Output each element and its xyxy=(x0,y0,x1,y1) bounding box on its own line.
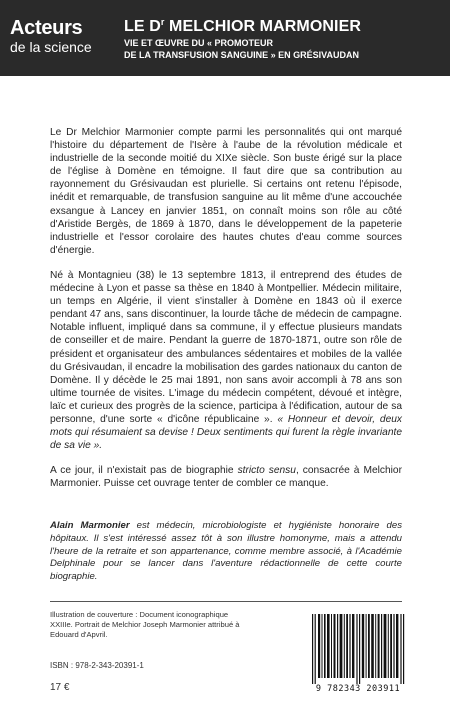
subtitle-line2: DE LA TRANSFUSION SANGUINE » EN GRÉSIVAUDAN xyxy=(124,49,360,60)
series-name-line1: Acteurs xyxy=(10,17,83,39)
footer-divider xyxy=(50,601,402,602)
blurb-text xyxy=(50,126,402,490)
paragraph-3-italic: stricto sensu xyxy=(237,465,296,477)
paragraph-2-text: Né à Montagnieu (38) le 13 septembre 1813, il entreprend des études de médecine à Lyon et passe sa thèse en 1840 à Montpellier. Médecin militaire, un temps en Algérie, il vient s'installer à Domène en 1843 où il exerce pendant 47 ans, sans discontinuer, la lourde tâche de médecin de campagne. Notable influent, impliqué dans sa commune, il y effectue plusieurs mandats de conseiller et de maire. Pendant la guerre de 1870-1871, outre son rôle de président et organisateur des ambulances sédentaires et mobiles de la vallée du Grésivaudan, il encadre la mobilisation des gardes nationaux du canton de Domène. Il y décède le 25 mai 1891, non sans avoir accompli à 78 ans son ultime tournée de visites. L'image du médecin compétent, dévoué et intègre, laïc et curieux des progrès de la science, participa à l'édification, autour de sa personne, d'une sorte « d'icône républicaine ». xyxy=(50,269,402,425)
author-name: Alain Marmonier xyxy=(50,520,130,531)
book-subtitle xyxy=(124,38,444,61)
price: 17 € xyxy=(50,682,70,693)
series-name-line2: de la science xyxy=(10,39,92,55)
book-title xyxy=(124,13,444,36)
barcode-bars xyxy=(306,614,410,684)
title-superscript: r xyxy=(160,17,165,27)
title-prefix: LE D xyxy=(124,18,161,35)
motto-quote: « Honneur et devoir, deux mots qui résumaient sa devise ! Deux sentiments qui furent la règle invariante de sa vie ». xyxy=(50,413,402,452)
cover-illustration-credit: Illustration de couverture : Document iconographique XXIIIe. Portrait de Melchior Joseph Marmonier attribué à Edouard d'Apvril. xyxy=(50,610,240,639)
blurb-paragraph-1: Le Dr Melchior Marmonier compte parmi les personnalités qui ont marqué l'histoire du département de l'Isère à l'aube de la révolution médicale et industrielle de la seconde moitié du XIXe siècle. Son buste érigé sur la place de l'église à Domène en témoigne. Il faut dire que sa contribution au rayonnement du Grésivaudan est plurielle. Si certains ont retenu l'épisode, inédit et remarquable, de transfusion sanguine au lit même d'une accouchée exsangue à Lancey en janvier 1851, on connaît moins son rôle au côté d'Aristide Bergès, de 1869 à 1870, dans le développement de la papeterie industrielle et l'essor corolaire des hautes chutes d'eau comme sources d'énergie. xyxy=(50,127,402,256)
blurb-paragraph-3 xyxy=(50,464,402,490)
title-block xyxy=(124,13,444,61)
isbn: ISBN : 978-2-343-20391-1 xyxy=(50,661,144,670)
paragraph-3-end: , consacrée à Melchior Marmonier. Puisse cet ouvrage tenter de combler ce manque. xyxy=(50,465,402,490)
title-name: MELCHIOR MARMONIER xyxy=(164,18,362,35)
cover-header xyxy=(0,0,450,76)
barcode-number: 9 782343 203911 xyxy=(315,684,401,694)
blurb-paragraph-2 xyxy=(50,269,402,452)
paragraph-3-start: A ce jour, il n'existait pas de biographie xyxy=(50,465,238,477)
subtitle-line1: VIE ET ŒUVRE DU « PROMOTEUR xyxy=(124,38,274,48)
author-bio-text: est médecin, microbiologiste et hygiéniste honoraire des hôpitaux. Il s'est intéressé assez tôt à son illustre homonyme, mais a attendu l'heure de la retraite et son appartenance, comme membre associé, à l'Académie Delphinale pour se lancer dans l'aventure rédactionnelle de cette courte biographie. xyxy=(50,520,402,583)
barcode xyxy=(302,612,414,700)
series-logo xyxy=(10,18,106,55)
author-bio xyxy=(50,520,402,584)
